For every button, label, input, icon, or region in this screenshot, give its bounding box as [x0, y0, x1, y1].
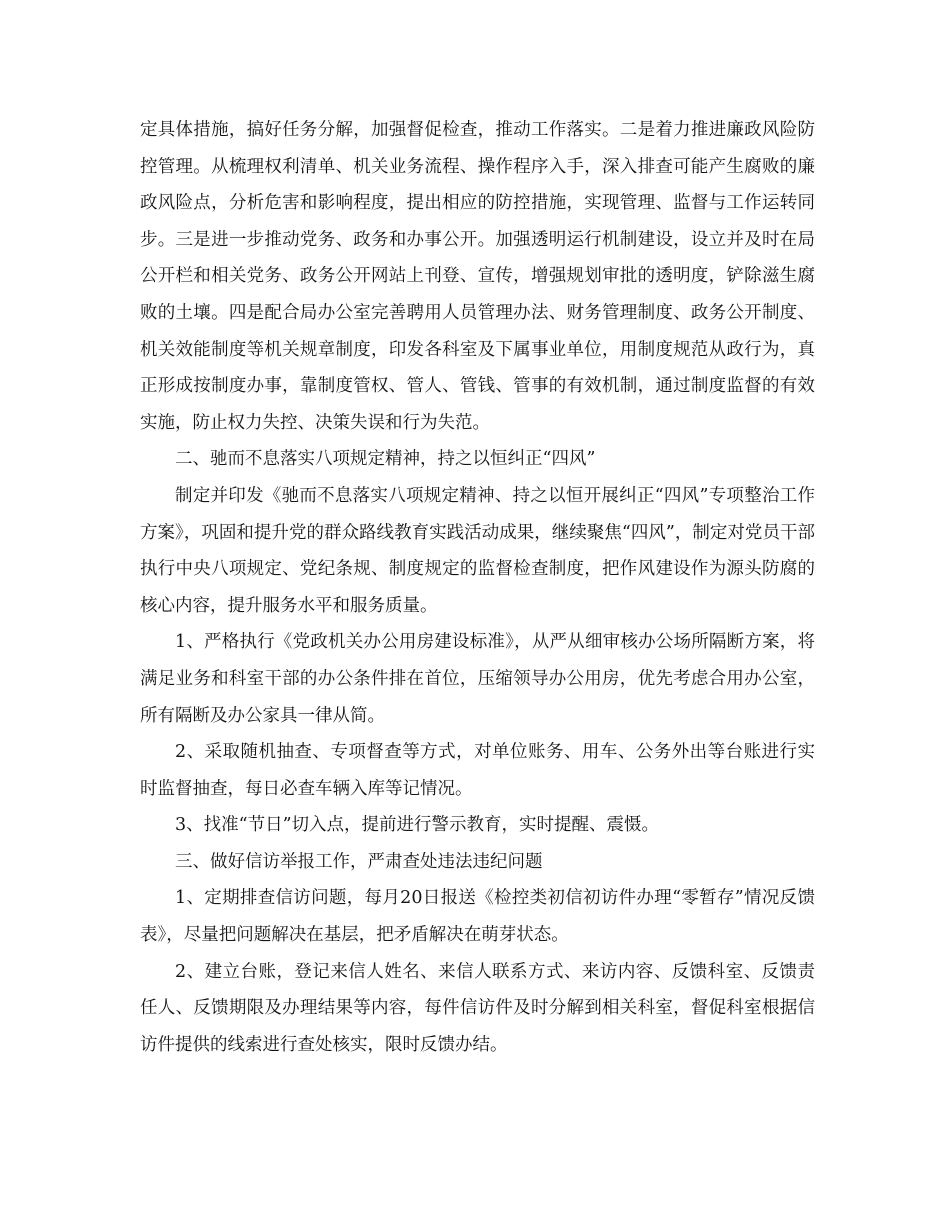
paragraph-continuation: 定具体措施，搞好任务分解，加强督促检查，推动工作落实。二是着力推进廉政风险防控管理。从梳理权利清单、机关业务流程、操作程序入手，深入排查可能产生腐败的廉政风险点，分析危害和影响程度，提出相应的防控措施，实现管理、监督与工作运转同步。三是进一步推动党务、政务和办事公开。加强透明运行机制建设，设立并及时在局公开栏和相关党务、政务公开网站上刊登、宣传，增强规划审批的透明度，铲除滋生腐败的土壤。四是配合局办公室完善聘用人员管理办法、财务管理制度、政务公开制度、机关效能制度等机关规章制度，印发各科室及下属事业单位，用制度规范从政行为，真正形成按制度办事，靠制度管权、管人、管钱、管事的有效机制，通过制度监督的有效实施，防止权力失控、决策失误和行为失范。 [140, 120, 815, 433]
section-heading-3: 三、做好信访举报工作，严肃查处违法违纪问题 [175, 851, 543, 872]
section-heading-2: 二、驰而不息落实八项规定精神，持之以恒纠正“四风” [175, 449, 596, 470]
list-item-ledger: 2、建立台账，登记来信人姓名、来信人联系方式、来访内容、反馈科室、反馈责任人、反馈期限及办理结果等内容，每件信访件及时分解到相关科室，督促科室根据信访件提供的线索进行查处核实，限时反馈办结。 [140, 961, 815, 1055]
list-item-petition-check: 1、定期排查信访问题，每月20日报送《检控类初信初访件办理“零暂存”情况反馈表》，尽量把问题解决在基层，把矛盾解决在萌芽状态。 [140, 888, 815, 946]
list-item-festival-warning: 3、找准“节日”切入点，提前进行警示教育，实时提醒、震慑。 [175, 815, 660, 836]
list-item-office-standard: 1、严格执行《党政机关办公用房建设标准》，从严从细审核办公场所隔断方案，将满足业务和科室干部的办公条件排在首位，压缩领导办公用房，优先考虑合用办公室，所有隔断及办公家具一律从简。 [140, 632, 815, 726]
list-item-random-check: 2、采取随机抽查、专项督查等方式，对单位账务、用车、公务外出等台账进行实时监督抽查，每日必查车辆入库等记情况。 [140, 742, 815, 799]
document-page [140, 112, 815, 1063]
paragraph-work-plan: 制定并印发《驰而不息落实八项规定精神、持之以恒开展纠正“四风”专项整治工作方案》，巩固和提升党的群众路线教育实践活动成果，继续聚焦“四风”，制定对党员干部执行中央八项规定、党纪条规、制度规定的监督检查制度，把作风建设作为源头防腐的核心内容，提升服务水平和服务质量。 [140, 485, 815, 616]
